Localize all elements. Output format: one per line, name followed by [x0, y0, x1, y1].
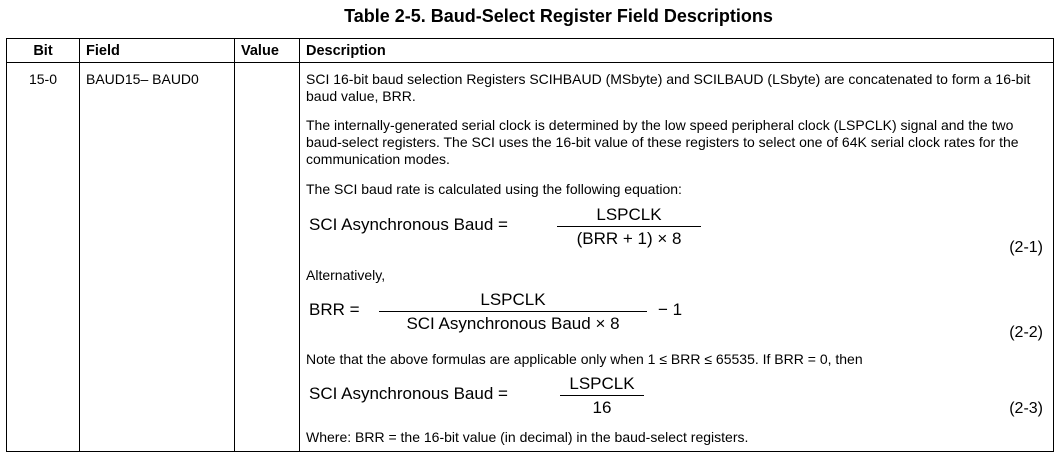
equation-lhs: BRR = — [309, 300, 360, 319]
description-paragraph: Alternatively, — [306, 267, 386, 283]
equation-denominator: SCI Asynchronous Baud × 8 — [406, 314, 620, 333]
column-divider — [79, 39, 80, 451]
description-paragraph: The internally-generated serial clock is determined by the low speed peripheral clock (LSPCLK) signal and the two baud-select registers. The SCI uses the 16-bit value of these registers to select one of 64K serial clock rates for the communication modes. — [306, 117, 1019, 167]
fraction-bar — [557, 226, 701, 227]
equation-numerator: LSPCLK — [480, 290, 546, 309]
fraction-bar — [379, 311, 647, 312]
header-field: Field — [86, 43, 120, 59]
description-paragraph: Note that the above formulas are applicable only when 1 ≤ BRR ≤ 65535. If BRR = 0, then — [306, 351, 863, 367]
cell-field: BAUD15– BAUD0 — [86, 71, 199, 87]
fraction-bar — [560, 395, 644, 396]
description-paragraph: The SCI baud rate is calculated using the following equation: — [306, 181, 682, 197]
equation-number: (2-3) — [1009, 400, 1043, 417]
register-field-table — [6, 38, 1054, 452]
header-bit: Bit — [33, 43, 53, 59]
header-value: Value — [241, 43, 279, 59]
column-divider — [299, 39, 300, 451]
table-title: Table 2-5. Baud-Select Register Field Descriptions — [344, 6, 773, 26]
cell-bit: 15-0 — [28, 71, 58, 87]
equation-lhs: SCI Asynchronous Baud = — [309, 215, 508, 234]
equation-lhs: SCI Asynchronous Baud = — [309, 384, 508, 403]
equation-tail: − 1 — [658, 300, 683, 319]
equation-numerator: LSPCLK — [596, 205, 662, 224]
equation-number: (2-1) — [1009, 239, 1043, 256]
equation-denominator: 16 — [592, 398, 612, 417]
equation-numerator: LSPCLK — [569, 374, 635, 393]
description-paragraph: SCI 16-bit baud selection Registers SCIHBAUD (MSbyte) and SCILBAUD (LSbyte) are concatenated to form a 16-bit baud value, BRR. — [306, 71, 1031, 104]
header-divider — [7, 62, 1053, 63]
column-divider — [234, 39, 235, 451]
equation-denominator: (BRR + 1) × 8 — [576, 229, 682, 248]
equation-number: (2-2) — [1009, 324, 1043, 341]
header-description: Description — [306, 43, 386, 59]
description-paragraph: Where: BRR = the 16-bit value (in decimal) in the baud-select registers. — [306, 429, 749, 445]
